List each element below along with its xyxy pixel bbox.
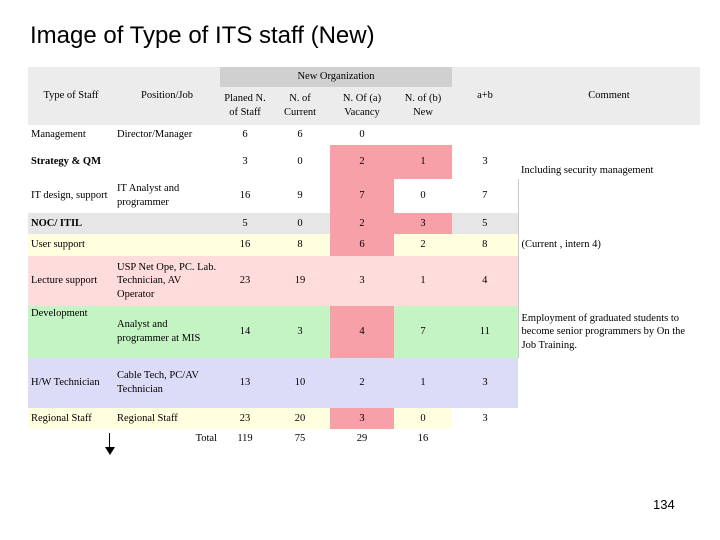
cell-type: Strategy & QM <box>28 145 114 179</box>
cell-sum: 7 <box>452 179 518 213</box>
table-row <box>28 234 700 256</box>
table-row <box>28 408 700 429</box>
header-comment: Comment <box>518 67 700 125</box>
cell-new: 0 <box>394 179 452 213</box>
slide-title: Image of Type of ITS staff (New) <box>30 22 375 49</box>
total-vacancy: 29 <box>330 429 394 449</box>
cell-vacancy: 3 <box>330 408 394 429</box>
cell-planned: 14 <box>220 306 270 358</box>
header-new: N. of (b) New <box>394 87 452 125</box>
total-label: Total <box>114 429 220 449</box>
cell-planned: 5 <box>220 213 270 234</box>
cell-comment <box>518 408 700 429</box>
cell-vacancy: 2 <box>330 358 394 408</box>
cell-sum: 3 <box>452 358 518 408</box>
cell-new: 2 <box>394 234 452 256</box>
cell-current: 0 <box>270 145 330 179</box>
cell-new: 1 <box>394 358 452 408</box>
cell-type: IT design, support <box>28 179 114 213</box>
cell-position: Cable Tech, PC/AV Technician <box>114 358 220 408</box>
header-row-group <box>28 67 700 87</box>
table-row <box>28 125 700 145</box>
cell-position: IT Analyst and programmer <box>114 179 220 213</box>
cell-planned: 6 <box>220 125 270 145</box>
cell-comment <box>518 125 700 145</box>
cell-planned: 23 <box>220 256 270 306</box>
cell-comment: Employment of graduated students to become senior programmers by On the Job Training. <box>518 306 700 358</box>
cell-position: Analyst and programmer at MIS <box>114 306 220 358</box>
total-row <box>28 429 700 449</box>
cell-new: 1 <box>394 145 452 179</box>
cell-current: 9 <box>270 179 330 213</box>
cell-type: H/W Technician <box>28 358 114 408</box>
header-a-plus-b: a+b <box>452 67 518 125</box>
cell-position: USP Net Ope, PC. Lab. Technician, AV Operator <box>114 256 220 306</box>
table-row <box>28 145 700 179</box>
cell-sum <box>452 125 518 145</box>
arrow-head-icon <box>105 447 115 455</box>
header-planned: Planed N. of Staff <box>220 87 270 125</box>
cell-sum: 3 <box>452 408 518 429</box>
cell-planned: 13 <box>220 358 270 408</box>
cell-type: NOC/ ITIL <box>28 213 114 234</box>
cell-position: Regional Staff <box>114 408 220 429</box>
table-row <box>28 213 700 234</box>
cell-comment <box>518 256 700 306</box>
cell-new: 0 <box>394 408 452 429</box>
table-row <box>28 306 700 358</box>
header-vacancy: N. Of (a) Vacancy <box>330 87 394 125</box>
header-position-job: Position/Job <box>114 67 220 125</box>
cell-current: 10 <box>270 358 330 408</box>
cell-vacancy: 3 <box>330 256 394 306</box>
cell-sum: 4 <box>452 256 518 306</box>
cell-new <box>394 125 452 145</box>
cell-new: 3 <box>394 213 452 234</box>
cell-sum: 3 <box>452 145 518 179</box>
cell-position <box>114 213 220 234</box>
cell-vacancy: 7 <box>330 179 394 213</box>
total-planned: 119 <box>220 429 270 449</box>
cell-type: User support <box>28 234 114 256</box>
cell-comment: Including security management <box>518 145 700 179</box>
table-row <box>28 358 700 408</box>
cell-comment <box>518 179 700 213</box>
cell-vacancy: 6 <box>330 234 394 256</box>
cell-type: Development <box>28 306 114 358</box>
cell-new: 1 <box>394 256 452 306</box>
cell-new: 7 <box>394 306 452 358</box>
cell-planned: 3 <box>220 145 270 179</box>
cell-sum: 5 <box>452 213 518 234</box>
cell-planned: 16 <box>220 234 270 256</box>
page-number: 134 <box>653 497 675 512</box>
cell-current: 3 <box>270 306 330 358</box>
cell-sum: 8 <box>452 234 518 256</box>
total-new: 16 <box>394 429 452 449</box>
header-type-of-staff: Type of Staff <box>28 67 114 125</box>
staff-table <box>28 67 700 449</box>
cell-type: Regional Staff <box>28 408 114 429</box>
cell-current: 20 <box>270 408 330 429</box>
cell-comment <box>518 358 700 408</box>
cell-vacancy: 0 <box>330 125 394 145</box>
cell-comment: (Current , intern 4) <box>518 234 700 256</box>
cell-current: 19 <box>270 256 330 306</box>
cell-vacancy: 4 <box>330 306 394 358</box>
cell-comment <box>518 213 700 234</box>
header-current: N. of Current <box>270 87 330 125</box>
cell-current: 6 <box>270 125 330 145</box>
cell-position <box>114 145 220 179</box>
cell-sum: 11 <box>452 306 518 358</box>
header-new-organization: New Organization <box>220 67 452 87</box>
cell-vacancy: 2 <box>330 213 394 234</box>
cell-type: Lecture support <box>28 256 114 306</box>
cell-planned: 23 <box>220 408 270 429</box>
cell-current: 0 <box>270 213 330 234</box>
table-row <box>28 256 700 306</box>
cell-type: Management <box>28 125 114 145</box>
table-row <box>28 179 700 213</box>
cell-position <box>114 234 220 256</box>
cell-position: Director/Manager <box>114 125 220 145</box>
cell-current: 8 <box>270 234 330 256</box>
total-current: 75 <box>270 429 330 449</box>
cell-planned: 16 <box>220 179 270 213</box>
cell-vacancy: 2 <box>330 145 394 179</box>
